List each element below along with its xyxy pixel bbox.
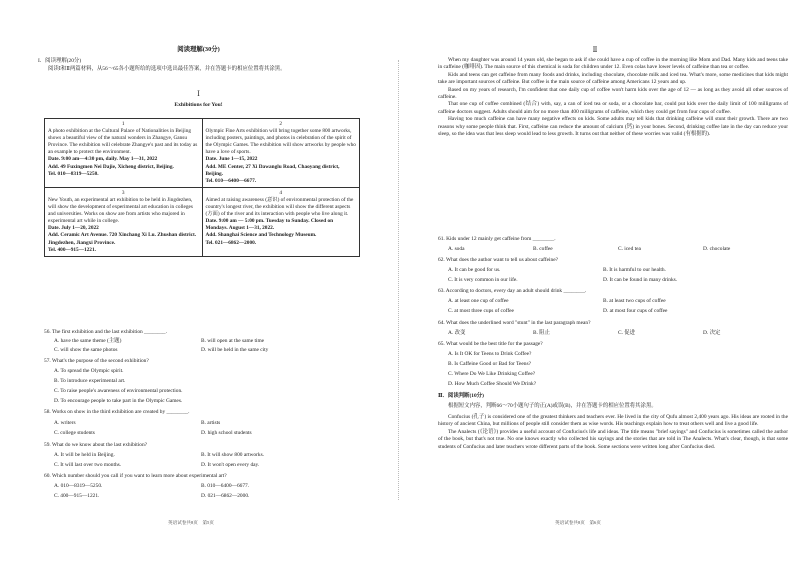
option-c: C. college students [54,430,95,436]
option-a: A. 010—8319—5250. [54,483,103,489]
paragraph: Having too much caffeine can have many negative effects on kids. Some adults may tell kids that drinking caffeine will stunt their growth. There are two reasons why some people think that. First, caffeine can reduce the amount of calcium (钙) in your bones. Second, drinking coffee late in the day can reduce your sleep, so the idea was that less sleep would lead to less growth. It turns out that neither of these worries was valid (有根据的). [438,116,788,138]
exhibition-date: Date. 9:00 am — 5:00 pm. Tuesday to Sunday. Closed on Mondays. August 1—31, 2022. [205,218,334,232]
option-c: C. It will last over two months. [54,462,122,468]
exhibitions-table [44,118,360,257]
option-c: C. iced tea [618,246,641,252]
option-a: A. Is It OK for Teens to Drink Coffee? [448,351,532,357]
option-a: A. at least one cup of coffee [448,298,509,304]
exhibition-number: 1 [121,121,125,127]
question-60: 60. Which number should you call if you want to learn more about experimental art? [44,473,227,479]
question-59: 59. What do we know about the last exhibition? [44,442,148,448]
option-b: B. at least two cups of coffee [603,298,666,304]
part1-heading: I．阅读理解(20分) [38,58,82,64]
part2-instructions: 根据短文内容，判断66～70小题句子的正(A)或误(B)，并在答题卡的相应位置将其涂黑。 [448,403,657,409]
page-footer-right: 英语试卷共8页 第6页 [555,520,601,525]
exhibition-address: Add. Shanghai Science and Technology Museum. [205,232,317,239]
page-footer-left: 英语试卷共8页 第5页 [168,520,214,525]
option-b: B. 阻止 [533,330,551,336]
exhibition-address: Add. 49 Fuxingmen Nei Dajie, Xicheng district, Beijing. [48,163,174,170]
option-d: D. high school students [201,430,252,436]
exhibition-date: Date. 9:00 am—4:30 pm, daily. May 1—31, 2022 [48,156,158,163]
option-d: D. To encourage people to take part in the Olympic Games. [54,398,183,404]
exhibition-cell-2 [202,119,360,188]
paragraph: When my daughter was around 14 years old, she began to ask if she could have a cup of coffee in the morning like Mom and Dad. Many kids and teens take in caffeine (咖啡因). The main source of this chemical is soda for children under 12. Even colas have lower levels of caffeine than tea or coffee. [438,57,788,71]
option-d: D. It won't open every day. [201,462,260,468]
exhibition-text: A photo exhibition at the Cultural Palace of Nationalities in Beijing shows a beautiful view of the natural wonders in Zhangye, Gansu Province. The exhibition will celebrate Zhangye's past and its today as an example to protect the environment. [48,128,198,156]
option-a: A. To spread the Olympic spirit. [54,368,124,374]
option-b: B. It will show 800 artworks. [201,452,265,458]
question-65: 65. What would be the best title for the passage? [438,341,543,347]
instructions-text: 阅读Ⅰ和Ⅱ两篇材料，从56～65各小题所给的选项中选出最佳答案，并在答题卡的相应位置将其涂黑。 [48,66,286,72]
option-a: A. It can be good for us. [448,267,501,273]
exhibition-text: Olympic Fine Arts exhibition will bring together some 800 artworks, including posters, paintings, and photos in celebration of the spirit of the Olympic Games. The exhibition will show artworks by people who have a love of sports. [205,128,356,156]
paragraph: Based on my years of research, I'm confident that one daily cup of coffee won't harm kids over the age of 12 — as long as they avoid all other sources of caffeine. [438,86,788,101]
question-64: 64. What does the underlined word "stunt" in the last paragraph mean? [438,320,591,326]
option-c: C. 400—915—1221. [54,493,100,499]
part2-heading: Ⅱ．阅读判断(10分) [438,393,484,399]
paragraph: Kids and teens can get caffeine from many foods and drinks, including chocolate, chocolate milk and iced tea. What's more, some medicines that kids might take are important sources of caffeine. But coffee is the main source of caffeine among Americans 12 years and up. [438,71,788,86]
exhibition-text: New Youth, an experimental art exhibition to be held in Jingdezhen, will show the development of experimental art education in colleges and universities. Works on show are from artists who majored in experimental art while in college. [48,196,193,225]
option-a: A. soda [448,246,465,252]
exhibition-cell-3 [45,187,203,256]
option-d: D. How Much Coffee Should We Drink? [448,381,537,387]
option-b: B. coffee [533,246,553,252]
exhibition-date: Date. July 1—20, 2022 [48,225,99,232]
option-c: C. It is very common in our life. [448,277,518,283]
passage-3-body [438,414,788,451]
option-d: D. chocolate [703,246,731,252]
option-b: B. To introduce experimental art. [54,378,126,384]
option-b: B. Is Caffeine Good or Bad for Teens? [448,361,531,367]
option-d: D. at most four cups of coffee [603,308,668,314]
exhibition-text: Aimed at raising awareness (意识) of environmental protection of the country's longest river, the exhibition will show the different aspects (方面) of the river and its interaction with people who live along it. [205,196,354,218]
question-63: 63. According to doctors, every day an adult should drink ________. [438,288,587,294]
paragraph: Confucius (孔子) is considered one of the greatest thinkers and teachers ever. He lived in the city of Qufu almost 2,400 years ago. His ideas are rooted in the history of ancient China, but millions of people still consider them as wise words. His teachings explain how to treat others well and live a good life. [438,414,788,428]
option-a: A. have the same theme (主题) [54,338,122,344]
exhibition-tel: Tel. 010—6400—6677. [205,177,257,184]
option-d: D. will be held in the same city [201,347,269,353]
paragraph: That one cup of coffee combined (结合) with, say, a can of iced tea or soda, or a chocolate bar, could put kids over the daily limit of 100 milligrams of caffeine doctors suggest. Adults should aim for no more than 400 milligrams of caffeine, which they could get from four cups of coffee. [438,101,788,115]
part1-instructions [38,66,364,73]
option-a: A. It will be held in Beijing. [54,452,115,458]
exhibition-address: Add. Ceramic Art Avenue. 720 Xinchang Xi Lu. Zhushan district. Jingdezhen, Jiangxi Province. [48,232,197,246]
question-56: 56. The first exhibition and the last exhibition ________. [44,329,167,335]
exhibition-tel: Tel. 021—6862—2000. [205,239,257,246]
question-61: 61. Kids under 12 mainly get caffeine from ________. [438,236,556,242]
option-c: C. Where Do We Like Drinking Coffee? [448,371,536,377]
question-58: 58. Works on show in the third exhibition are created by ________. [44,409,190,415]
option-b: B. artists [201,420,221,426]
section-title: 阅读理解(30分) [177,46,220,53]
option-c: C. at most three cups of coffee [448,308,514,314]
page-divider [398,60,405,500]
option-b: B. It is harmful to our health. [603,267,666,273]
passage-number: Ⅰ [197,90,200,98]
exhibition-number: 3 [121,189,125,196]
passage-title: Exhibitions for You! [174,102,223,108]
exhibition-number: 4 [279,189,283,196]
option-d: D. 021—6862—2000. [201,493,250,499]
paragraph: The Analects (《论语》) provides a useful account of Confucius's life and ideas. The title means "brief sayings" and Confucius is sometimes called the author of the book, but that's not true. No one knows exactly who collected his sayings and the stories that are told in The Analects. What's clear, though, is that some students of Confucius and later teachers wrote different parts of the book. Some sections were written long after Confucius died. [438,428,788,450]
exhibition-address: Add. ME Center, 27 Xi Dawanglu Road, Chaoyang district, Beijing. [205,163,340,177]
exhibition-cell-4 [202,187,360,256]
exhibition-cell-1 [45,119,203,188]
option-a: A. writers [54,420,76,426]
exhibition-tel: Tel. 010—8319—5250. [48,170,99,177]
exhibition-number: 2 [279,121,283,127]
option-d: D. It can be found in many drinks. [603,277,678,283]
option-d: D. 决定 [703,330,721,336]
option-c: C. 促进 [618,330,636,336]
passage-number: Ⅱ [592,46,598,54]
option-b: B. will open at the same time [201,338,265,344]
question-57: 57. What's the purpose of the second exhibition? [44,358,149,364]
option-c: C. To raise people's awareness of environmental protection. [54,388,183,394]
exhibition-tel: Tel. 400—915—1221. [48,246,96,253]
right-page [405,0,794,561]
option-c: C. will show the same photos [54,347,118,353]
option-a: A. 改变 [448,330,466,336]
passage-2-body [438,57,788,138]
exhibition-date: Date. June 1—15, 2022 [205,156,258,163]
option-b: B. 010—6400—6677. [201,483,250,489]
question-62: 62. What does the author want to tell us about caffeine? [438,257,559,263]
